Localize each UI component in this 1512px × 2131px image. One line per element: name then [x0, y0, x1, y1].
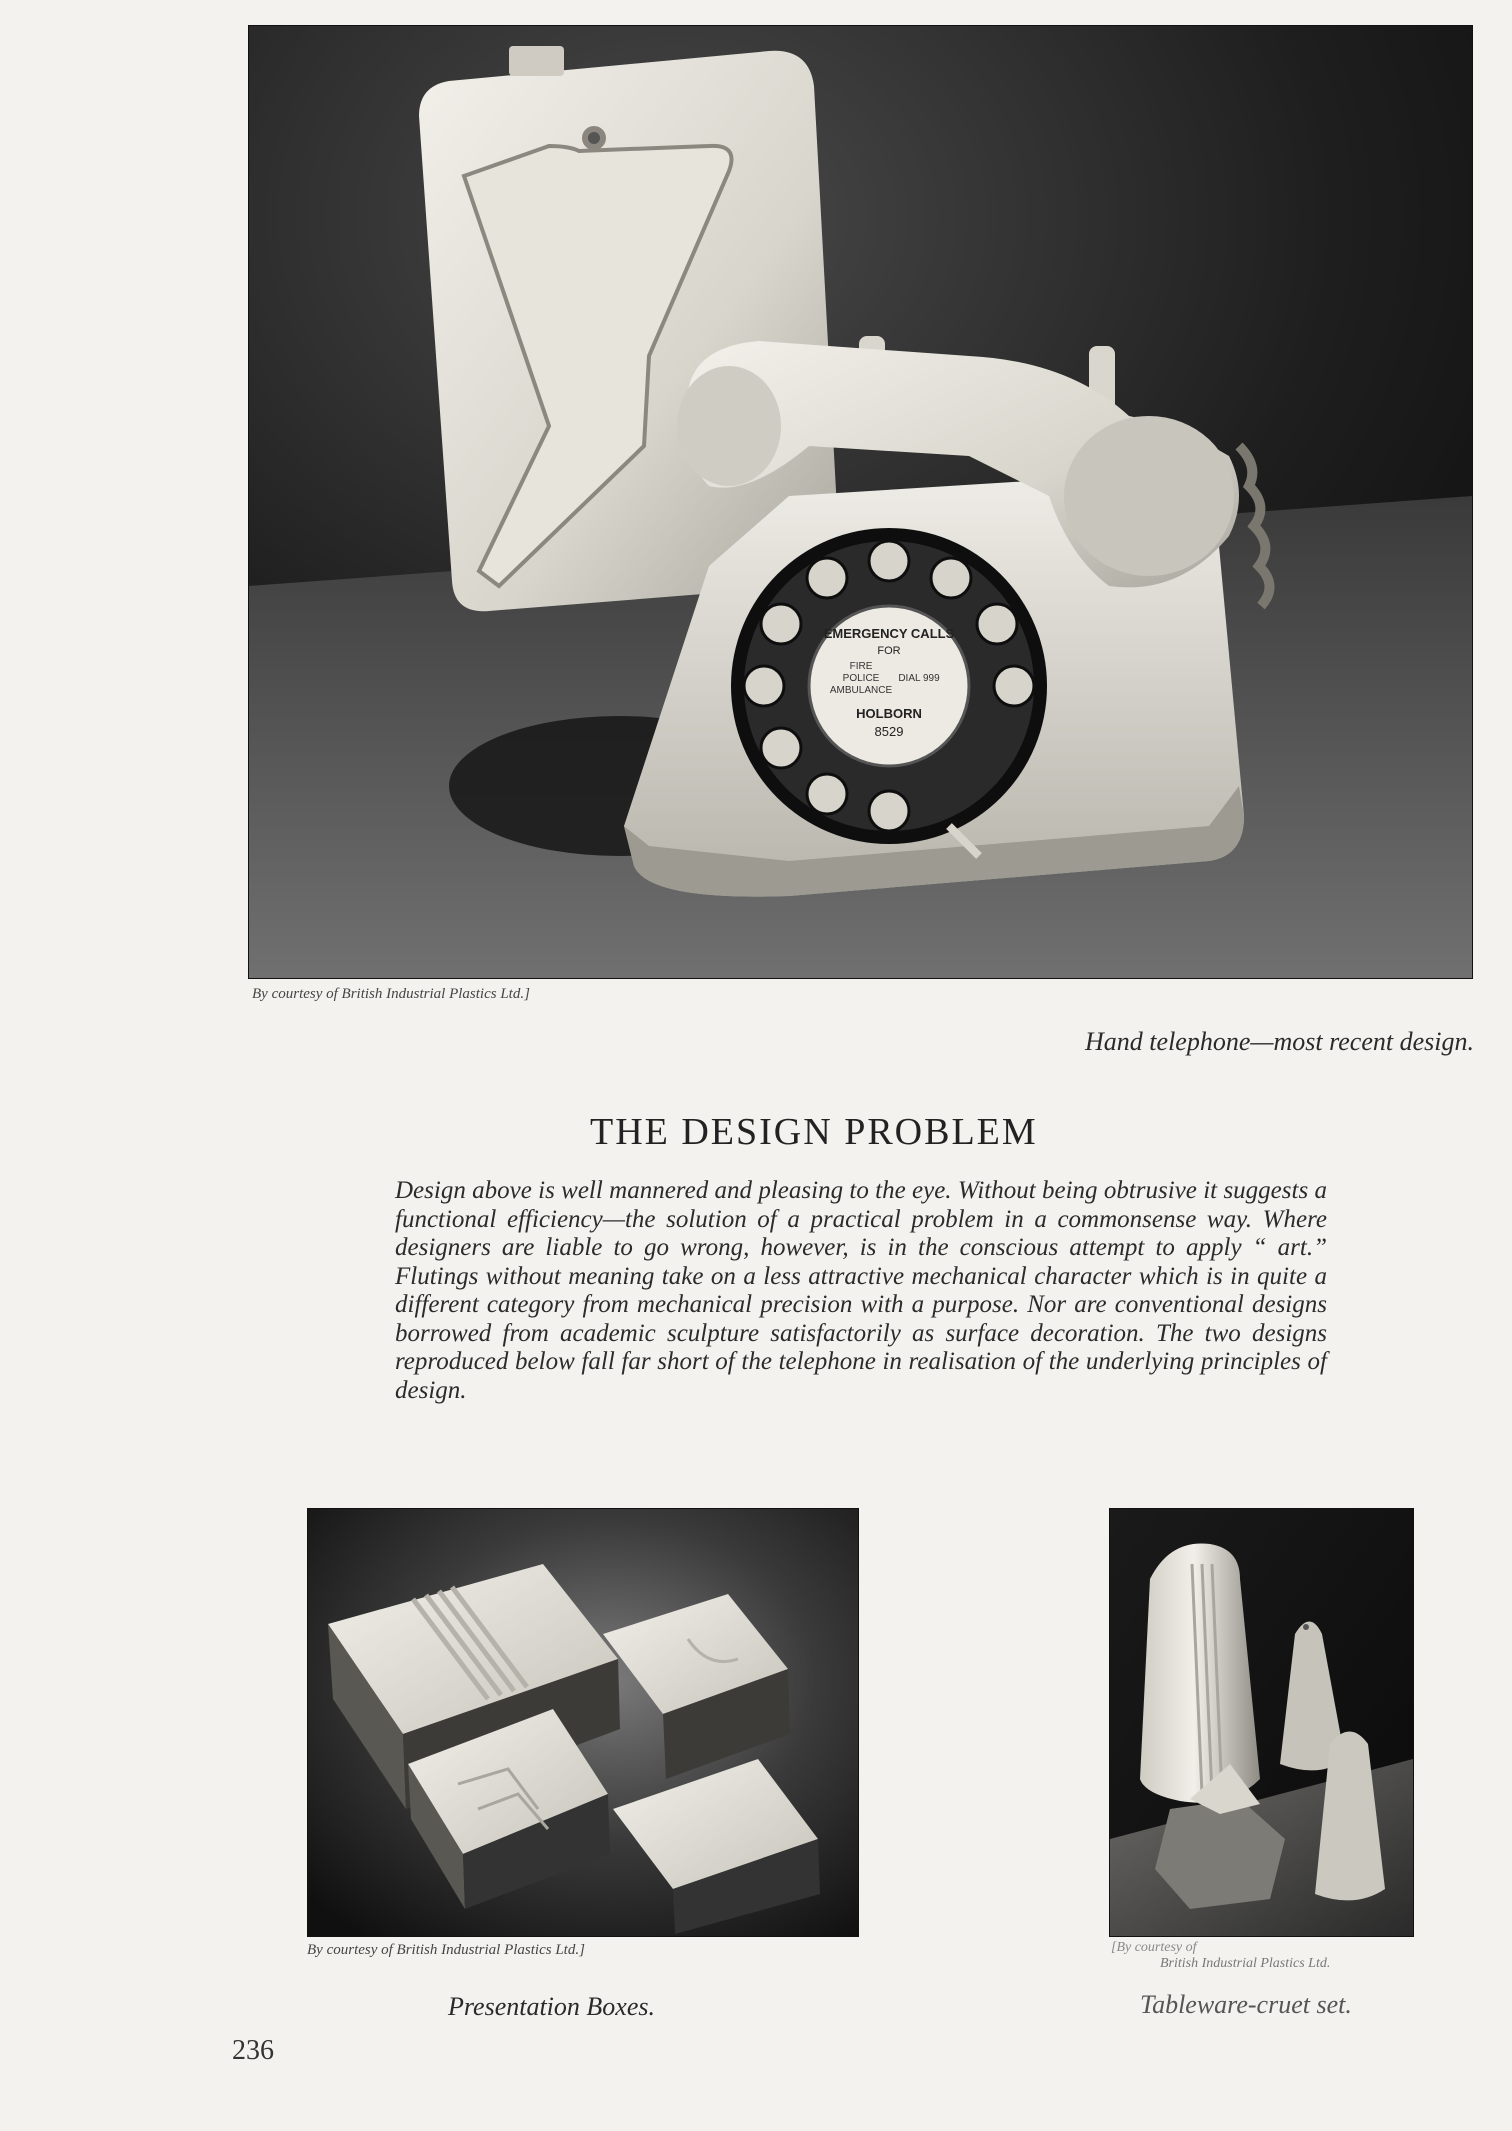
boxes-courtesy-credit: By courtesy of British Industrial Plastics Ltd.]	[307, 1942, 585, 1958]
dial-label-line3: FIRE	[849, 661, 873, 672]
page-number: 236	[232, 2035, 274, 2066]
dial-label-line4: POLICE	[842, 673, 880, 684]
cruet-courtesy-credit-line1: [By courtesy of	[1111, 1940, 1197, 1955]
body-text: Design above is well mannered and pleasing to the eye. Without being obtrusive it suggests a functional efficiency—the solution of a practical problem in a commonsense way. Where designers are liable to go wrong, however, is in the conscious attempt to apply “ art.” Flutings without meaning take on a less attractive mechanical character which is in quite a different category from mechanical precision with a purpose. Nor are conventional designs borrowed from academic sculpture satisfactorily as surface decoration. The two designs reproduced below fall far short of the telephone in realisation of the underlying principles of design.	[395, 1177, 1327, 1404]
telephone-illustration	[249, 26, 1472, 978]
cruet-set-illustration	[1110, 1509, 1413, 1936]
section-title: THE DESIGN PROBLEM	[590, 1111, 1038, 1153]
cruet-courtesy-credit-line2: British Industrial Plastics Ltd.	[1160, 1956, 1331, 1971]
telephone-photo	[248, 25, 1473, 979]
dial-label-exchange: HOLBORN	[856, 706, 922, 721]
dial-label-line1: EMERGENCY CALLS	[823, 626, 955, 641]
telephone-courtesy-credit: By courtesy of British Industrial Plastics Ltd.]	[252, 986, 530, 1002]
presentation-boxes-photo	[307, 1508, 859, 1937]
boxes-caption: Presentation Boxes.	[448, 1992, 655, 2021]
telephone-caption: Hand telephone—most recent design.	[1085, 1027, 1474, 1056]
cruet-set-photo	[1109, 1508, 1414, 1937]
dial-label-number: 8529	[874, 724, 904, 739]
dial-label-line2: FOR	[877, 645, 901, 657]
presentation-boxes-illustration	[308, 1509, 858, 1936]
cruet-caption: Tableware-cruet set.	[1140, 1990, 1352, 2019]
dial-label-line5: AMBULANCE	[829, 685, 893, 696]
dial-label-line6: DIAL 999	[898, 673, 940, 684]
